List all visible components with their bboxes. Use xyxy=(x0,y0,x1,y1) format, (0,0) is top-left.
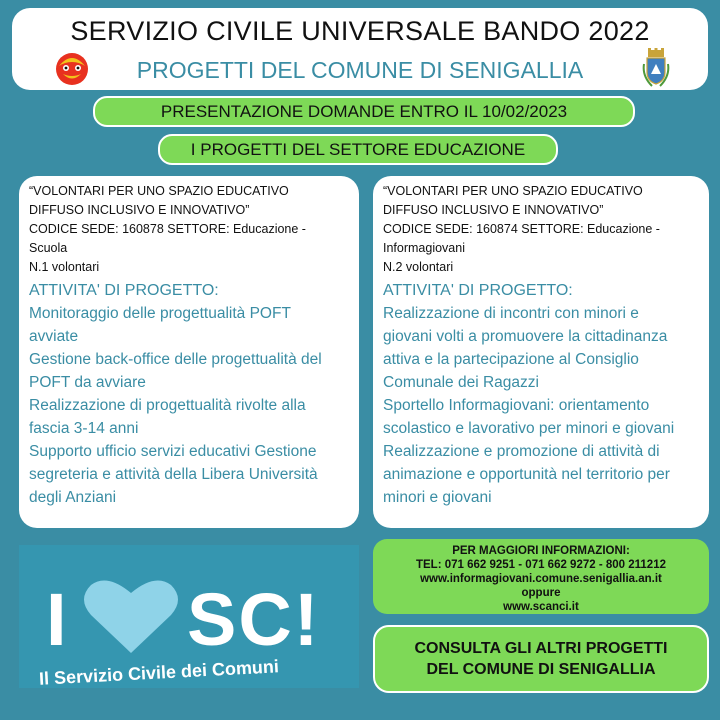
activity-line: avviate xyxy=(29,328,79,345)
consult-other-projects-button[interactable] xyxy=(373,625,709,693)
activity-line: Realizzazione di progettualità rivolte alla xyxy=(29,397,306,414)
consult-line: CONSULTA GLI ALTRI PROGETTI xyxy=(414,640,668,657)
project-title-line: DIFFUSO INCLUSIVO E INNOVATIVO” xyxy=(383,203,604,217)
activities-heading: ATTIVITA' DI PROGETTO: xyxy=(383,282,573,299)
activity-line: scolastico e lavorativo per minori e giovani xyxy=(383,420,675,437)
banner-sc-text: SC! xyxy=(187,578,321,661)
banner-graphic xyxy=(19,545,359,688)
activity-line: segreteria e attività della Libera Università xyxy=(29,466,318,483)
heart-icon xyxy=(84,581,178,654)
project-code-line: Scuola xyxy=(29,241,68,255)
page-title: SERVIZIO CIVILE UNIVERSALE BANDO 2022 xyxy=(70,16,650,46)
activity-line: POFT da avviare xyxy=(29,374,146,391)
info-or: oppure xyxy=(521,587,561,599)
info-phones: TEL: 071 662 9251 - 071 662 9272 - 800 211212 xyxy=(415,559,666,571)
activity-line: Comunale dei Ragazzi xyxy=(383,374,539,391)
activity-line: Realizzazione e promozione di attività di xyxy=(383,443,660,460)
activity-line: Monitoraggio delle progettualità POFT xyxy=(29,305,291,322)
info-website-link[interactable]: www.informagiovani.comune.senigallia.an.it xyxy=(420,573,662,585)
deadline-banner: PRESENTAZIONE DOMANDE ENTRO IL 10/02/2023 xyxy=(93,96,635,127)
activity-line: degli Anziani xyxy=(29,489,117,506)
activity-line: fascia 3-14 anni xyxy=(29,420,139,437)
banner-letter-i: I xyxy=(46,578,67,661)
project-card-scuola xyxy=(19,176,359,528)
project-volunteers: N.2 volontari xyxy=(383,260,454,274)
servizio-civile-banner xyxy=(19,545,359,688)
project-card-informagiovani xyxy=(373,176,709,528)
project-code-line: Informagiovani xyxy=(383,241,465,255)
activity-line: minori e giovani xyxy=(383,489,492,506)
activity-line: Realizzazione di incontri con minori e xyxy=(383,305,639,322)
info-box xyxy=(373,539,709,614)
activity-line: animazione e opportunità nel territorio per xyxy=(383,466,670,483)
project-title-line: “VOLONTARI PER UNO SPAZIO EDUCATIVO xyxy=(29,184,289,198)
banner-tagline: Il Servizio Civile dei Comuni xyxy=(38,656,280,688)
project-title-line: DIFFUSO INCLUSIVO E INNOVATIVO” xyxy=(29,203,250,217)
info-website2-link[interactable]: www.scanci.it xyxy=(503,601,579,613)
project-code-line: CODICE SEDE: 160878 SETTORE: Educazione - xyxy=(29,222,306,236)
project-volunteers: N.1 volontari xyxy=(29,260,100,274)
sector-banner: I PROGETTI DEL SETTORE EDUCAZIONE xyxy=(158,134,558,165)
header-card xyxy=(12,8,708,90)
page-subtitle: PROGETTI DEL COMUNE DI SENIGALLIA xyxy=(136,57,584,83)
activity-line: attiva e la partecipazione al Consiglio xyxy=(383,351,639,368)
activity-line: Gestione back-office delle progettualità del xyxy=(29,351,322,368)
activities-heading: ATTIVITA' DI PROGETTO: xyxy=(29,282,219,299)
info-heading: PER MAGGIORI INFORMAZIONI: xyxy=(452,545,630,557)
activity-line: Supporto ufficio servizi educativi Gestione xyxy=(29,443,317,460)
activity-line: Sportello Informagiovani: orientamento xyxy=(383,397,650,414)
consult-line: DEL COMUNE DI SENIGALLIA xyxy=(426,661,656,678)
project-title-line: “VOLONTARI PER UNO SPAZIO EDUCATIVO xyxy=(383,184,643,198)
project-code-line: CODICE SEDE: 160874 SETTORE: Educazione - xyxy=(383,222,660,236)
activity-line: giovani volti a promuovere la cittadinanza xyxy=(383,328,668,345)
city-crest-icon xyxy=(642,48,670,88)
